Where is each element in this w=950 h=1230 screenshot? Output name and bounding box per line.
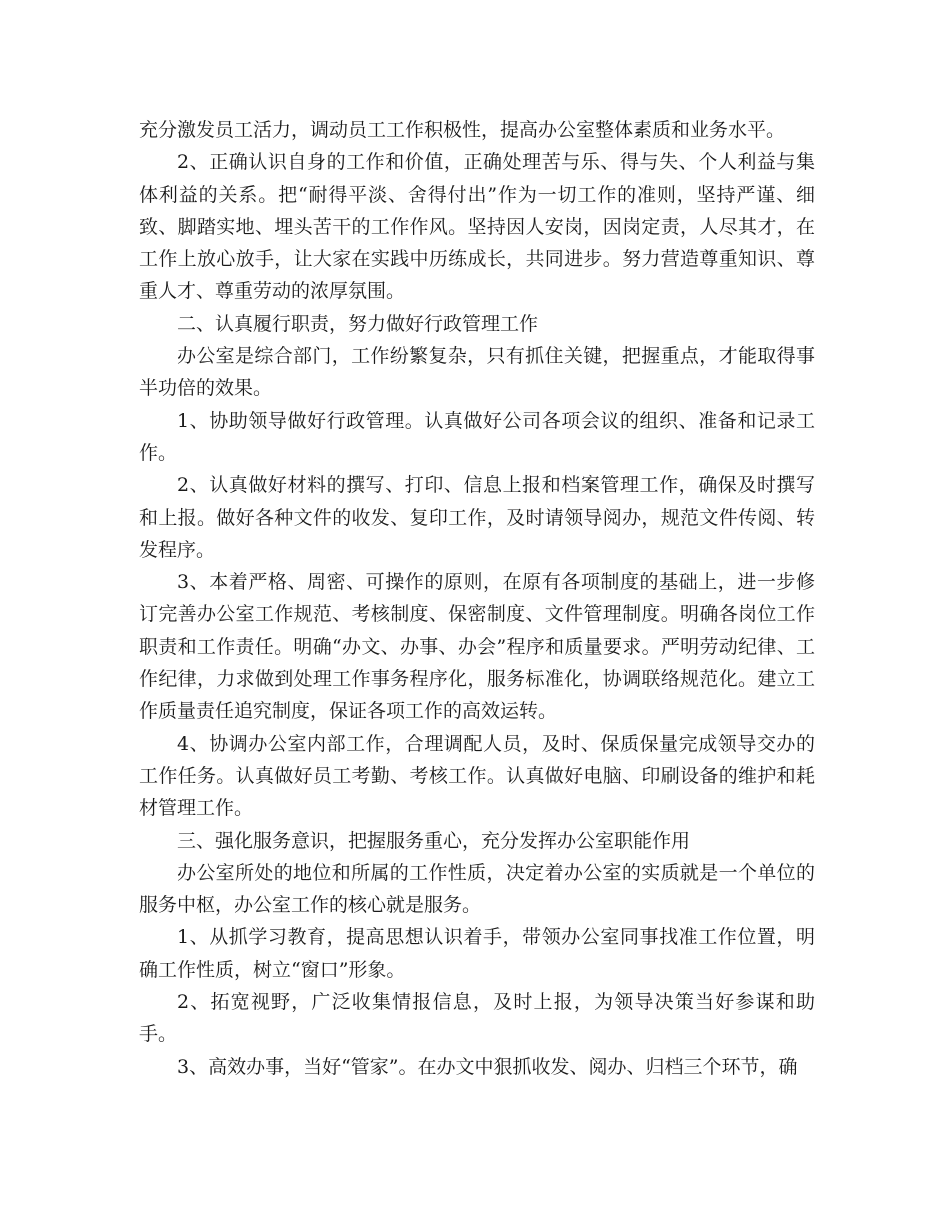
paragraph-6: 3、本着严格、周密、可操作的原则，在原有各项制度的基础上，进一步修订完善办公室工作规范、考核制度、保密制度、文件管理制度。明确各岗位工作职责和工作责任。明确“办文、办事、办会”程序和质量要求。严明劳动纪律、工作纪律，力求做到处理工作事务程序化，服务标准化，协调联络规范化。建立工作质量责任追究制度，保证各项工作的高效运转。 bbox=[139, 571, 815, 723]
paragraph-2: 2、正确认识自身的工作和价值，正确处理苦与乐、得与失、个人利益与集体利益的关系。把“耐得平淡、舍得付出”作为一切工作的准则，坚持严谨、细致、脚踏实地、埋头苦干的工作作风。坚持因人安岗，因岗定责，人尽其才，在工作上放心放手，让大家在实践中历练成长，共同进步。努力营造尊重知识、尊重人才、尊重劳动的浓厚氛围。 bbox=[139, 151, 815, 303]
paragraph-5: 2、认真做好材料的撰写、打印、信息上报和档案管理工作，确保及时撰写和上报。做好各种文件的收发、复印工作，及时请领导阅办，规范文件传阅、转发程序。 bbox=[139, 474, 815, 561]
document-body bbox=[139, 114, 815, 1083]
paragraph-11: 3、高效办事，当好“管家”。在办文中狠抓收发、阅办、归档三个环节，确 bbox=[177, 1055, 798, 1078]
paragraph-7: 4、协调办公室内部工作，合理调配人员，及时、保质保量完成领导交办的工作任务。认真做好员工考勤、考核工作。认真做好电脑、印刷设备的维护和耗材管理工作。 bbox=[139, 732, 815, 820]
paragraph-3: 办公室是综合部门，工作纷繁复杂，只有抓住关键，把握重点，才能取得事半功倍的效果。 bbox=[139, 345, 815, 400]
paragraph-4: 1、协助领导做好行政管理。认真做好公司各项会议的组织、准备和记录工作。 bbox=[139, 409, 815, 464]
paragraph-8: 办公室所处的地位和所属的工作性质，决定着办公室的实质就是一个单位的服务中枢，办公室工作的核心就是服务。 bbox=[139, 861, 815, 917]
paragraph-10: 2、拓宽视野，广泛收集情报信息，及时上报，为领导决策当好参谋和助手。 bbox=[139, 991, 815, 1046]
section-heading-3: 三、强化服务意识，把握服务重心，充分发挥办公室职能作用 bbox=[177, 829, 691, 852]
paragraph-1: 充分激发员工活力，调动员工工作积极性，提高办公室整体素质和业务水平。 bbox=[139, 119, 786, 141]
paragraph-9: 1、从抓学习教育，提高思想认识着手，带领办公室同事找准工作位置，明确工作性质，树立“窗口”形象。 bbox=[139, 926, 815, 981]
section-heading-2: 二、认真履行职责，努力做好行政管理工作 bbox=[177, 312, 539, 335]
